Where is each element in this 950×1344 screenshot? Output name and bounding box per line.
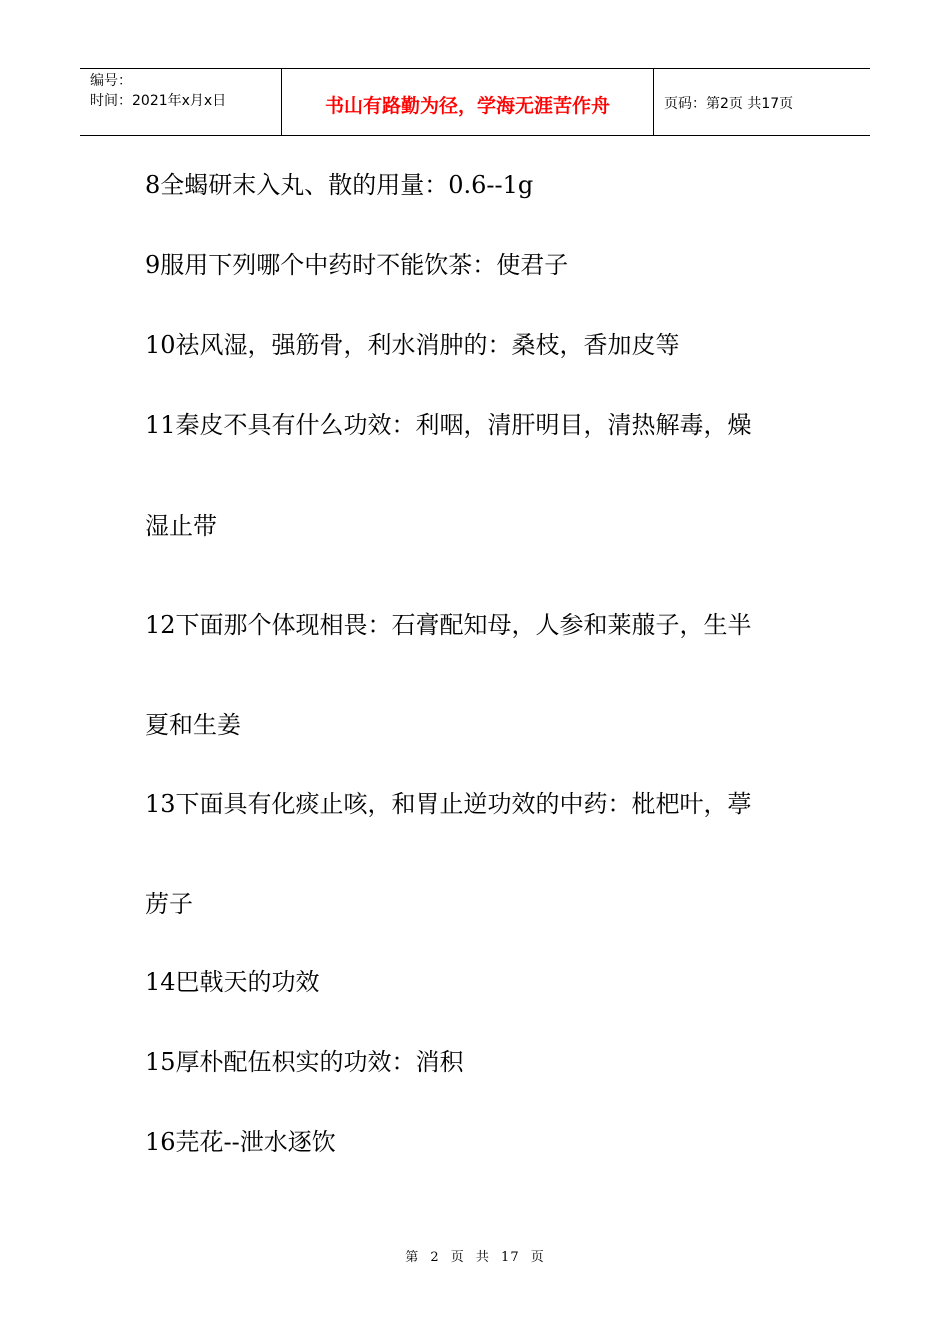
content-line-9: 9服用下列哪个中药时不能饮茶：使君子 <box>145 251 569 279</box>
header-page-cell <box>654 69 870 135</box>
content-line-11-cont: 湿止带 <box>145 512 217 540</box>
number-label: 编号： <box>90 73 132 89</box>
content-line-12: 12下面那个体现相畏：石膏配知母，人参和莱菔子，生半 <box>145 611 752 639</box>
document-header <box>80 68 870 136</box>
content-line-13: 13下面具有化痰止咳，和胃止逆功效的中药：枇杷叶，葶 <box>145 790 752 818</box>
header-meta-cell <box>80 69 282 135</box>
page-footer: 第 2 页 共 17 页 <box>405 1250 545 1265</box>
header-motto-cell <box>282 69 654 135</box>
content-line-13-cont: 苈子 <box>145 890 193 918</box>
content-line-14: 14巴戟天的功效 <box>145 968 320 996</box>
time-label: 时间：2021年x月x日 <box>90 93 227 109</box>
motto-text: 书山有路勤为径，学海无涯苦作舟 <box>324 94 610 117</box>
content-line-15: 15厚朴配伍枳实的功效：消积 <box>145 1048 464 1076</box>
content-line-8: 8全蝎研末入丸、散的用量：0.6--1g <box>145 171 534 199</box>
content-line-16: 16芫花--泄水逐饮 <box>145 1128 336 1156</box>
page-info: 页码：第2页 共17页 <box>664 96 794 112</box>
content-line-10: 10祛风湿，强筋骨，利水消肿的：桑枝，香加皮等 <box>145 331 680 359</box>
content-line-12-cont: 夏和生姜 <box>145 711 241 739</box>
content-line-11: 11秦皮不具有什么功效：利咽，清肝明目，清热解毒，燥 <box>145 411 752 439</box>
